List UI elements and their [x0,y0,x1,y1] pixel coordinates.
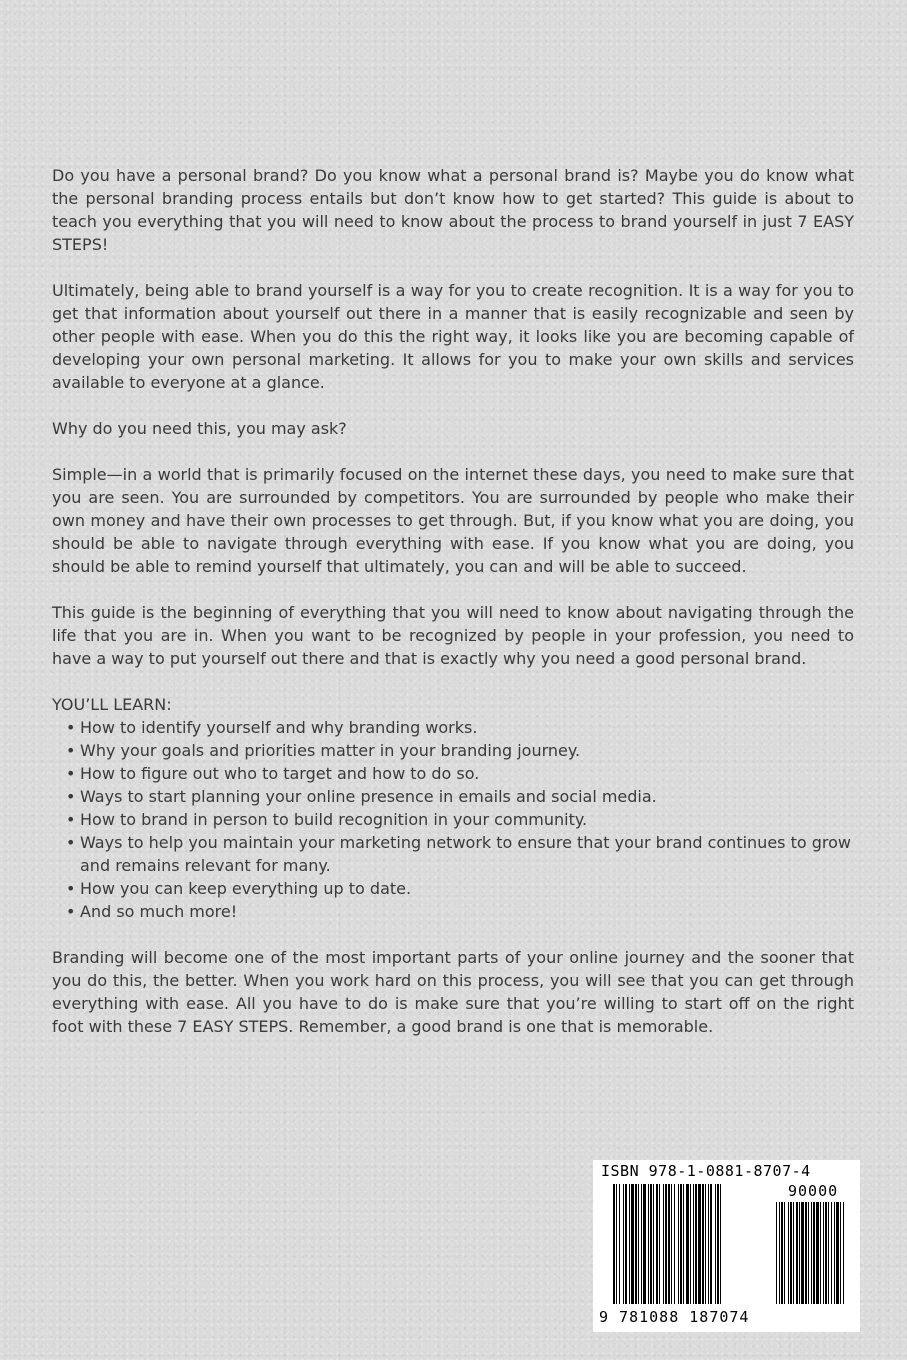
barcode-bar [668,1184,670,1304]
bullet-icon: • [66,718,76,737]
list-item: • How to figure out who to target and how to do so. [66,764,480,783]
list-item: • And so much more! [66,902,238,921]
barcode-bar [616,1184,617,1304]
bullet-icon: • [66,787,76,806]
barcode-addon-bar [801,1202,804,1304]
barcode-bar [695,1184,697,1304]
barcode-bar [720,1184,721,1304]
list-item: • How to identify yourself and why branding works. [66,718,478,737]
ean-number: 9 781088 187074 [599,1308,750,1326]
barcode-addon-bar [816,1202,819,1304]
barcode-addon-bar [836,1202,839,1304]
barcode-bar [683,1184,684,1304]
barcode-bar [653,1184,654,1304]
barcode-addon-bar [788,1202,789,1304]
barcode-addon-bar [779,1202,780,1304]
guide-paragraph: This guide is the beginning of everything that you will need to know about navigating through the life that you are in. When you want to be recognized by people in your profession, you need to have a way to put yourself out there and that is exactly why you need a good personal brand. [52,603,854,668]
barcode-bar [693,1184,694,1304]
barcode-bar [690,1184,691,1304]
bullet-icon: • [66,810,76,829]
barcode-bar [702,1184,704,1304]
barcode-bar [678,1184,679,1304]
list-item: • Ways to help you maintain your marketing network to ensure that your brand continues to grow and remains relevant for many. [66,833,851,875]
barcode-bar [641,1184,642,1304]
barcode-addon-bar [790,1202,792,1304]
barcode-addon-bar [805,1202,807,1304]
barcode-addon-bar [843,1202,844,1304]
barcode-bar [619,1184,620,1304]
barcode-bar [671,1184,672,1304]
barcode-addon-bar [823,1202,824,1304]
barcode-bar [625,1184,627,1304]
back-cover-text [52,164,854,1061]
intro-paragraph: Do you have a personal brand? Do you know what a personal brand is? Maybe you do know what the personal branding process entails but don’t know how to get started? This guide is about to teach you everything that you will need to know about the process to brand yourself in just 7 EASY STEPS! [52,166,854,254]
barcode-bar [680,1184,682,1304]
isbn-label: ISBN 978-1-0881-8707-4 [601,1162,811,1180]
barcode-addon-bar [825,1202,827,1304]
barcode-bar [715,1184,716,1304]
recognition-paragraph: Ultimately, being able to brand yourself is a way for you to create recognition. It is a way for you to get that information about yourself out there in a manner that is easily recognizable and seen by other people with ease. When you do this the right way, it looks like you are becoming capable of developing your own personal marketing. It allows for you to make your own skills and services available to everyone at a glance. [52,281,854,392]
list-item: • Ways to start planning your online presence in emails and social media. [66,787,657,806]
barcode-bar [643,1184,646,1304]
barcode-bar [635,1184,637,1304]
closing-paragraph: Branding will become one of the most important parts of your online journey and the sooner that you do this, the better. When you work hard on this process, you will see that you can get through everything with ease. All you have to do is make sure that you’re willing to start off on the right foot with these 7 EASY STEPS. Remember, a good brand is one that is memorable. [52,948,854,1036]
barcode-addon-bar [834,1202,835,1304]
bullet-icon: • [66,902,76,921]
barcode-bar [674,1184,675,1304]
barcode-bar [717,1184,719,1304]
simple-paragraph: Simple—in a world that is primarily focused on the internet these days, you need to make sure that you are seen. You are surrounded by competitors. You are surrounded by people who make their own money and have their own processes to get through. But, if you know what you are doing, you should be able to navigate through everything with ease. If you know what you are doing, you should be able to remind yourself that ultimately, you can and will be able to succeed. [52,465,854,576]
learn-heading: YOU’LL LEARN: [52,695,172,714]
barcode-bar [665,1184,667,1304]
barcode-addon-bar [793,1202,794,1304]
barcode-bar [656,1184,658,1304]
price-code: 90000 [788,1182,839,1200]
barcode-bar [648,1184,649,1304]
barcode-bar [613,1184,615,1304]
list-item: • Why your goals and priorities matter in your branding journey. [66,741,581,760]
barcode-addon-bar [808,1202,809,1304]
barcode-addon-bar [840,1202,841,1304]
barcode-addon-bar [799,1202,800,1304]
bullet-icon: • [66,833,76,852]
barcode-addon-bar [776,1202,777,1304]
list-item: • How to brand in person to build recognition in your community. [66,810,588,829]
barcode-addon-bar [811,1202,812,1304]
barcode-bar [650,1184,652,1304]
isbn-barcode [593,1160,860,1332]
barcode-addon-bar [820,1202,821,1304]
barcode-addon-bar [784,1202,785,1304]
barcode-addon-bar [781,1202,783,1304]
bullet-icon: • [66,741,76,760]
barcode-addon-bar [796,1202,798,1304]
barcode-bar [659,1184,660,1304]
barcode-bar [623,1184,624,1304]
barcode-addon-bar [831,1202,832,1304]
learn-list [52,716,854,923]
barcode-bar [629,1184,630,1304]
barcode-bar [631,1184,634,1304]
barcode-bar [686,1184,689,1304]
barcode-bar [638,1184,639,1304]
barcode-bar [705,1184,706,1304]
barcode-addon-bar [813,1202,815,1304]
bullet-icon: • [66,764,76,783]
barcode-bar [663,1184,664,1304]
barcode-bar [698,1184,701,1304]
question-paragraph: Why do you need this, you may ask? [52,419,347,438]
bullet-icon: • [66,879,76,898]
list-item: • How you can keep everything up to date. [66,879,412,898]
barcode-bar [710,1184,712,1304]
barcode-bar [708,1184,709,1304]
barcode-addon-bar [828,1202,829,1304]
